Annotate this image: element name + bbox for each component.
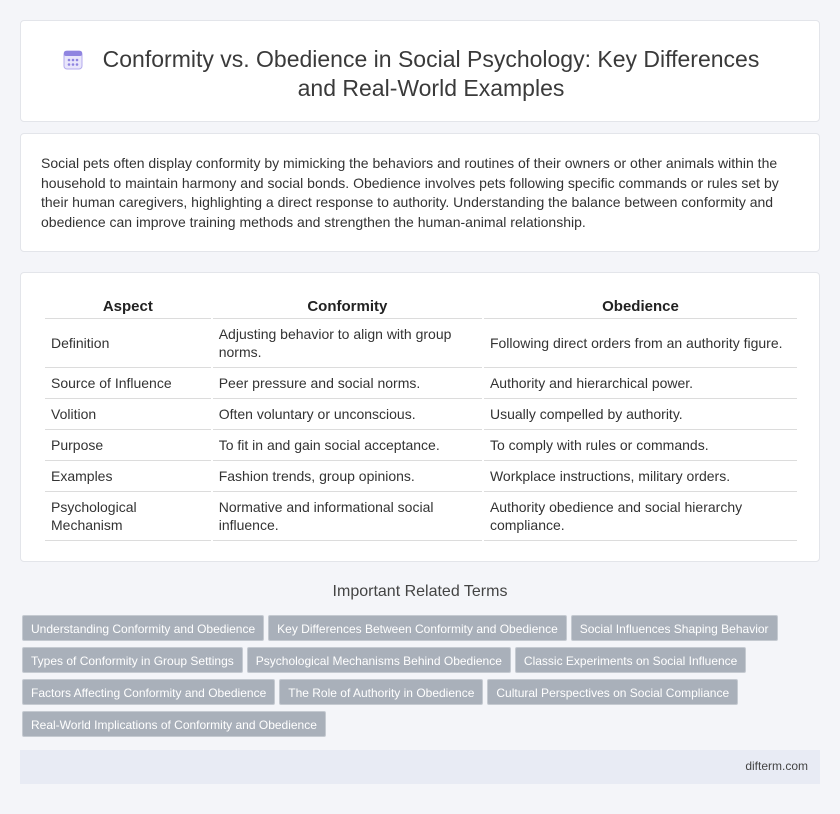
- table-row: [45, 430, 797, 461]
- table-header-row: [45, 297, 797, 319]
- related-term-tag[interactable]: Understanding Conformity and Obedience: [22, 615, 264, 641]
- related-term-tag[interactable]: Key Differences Between Conformity and Obedience: [268, 615, 567, 641]
- related-term-tag[interactable]: Cultural Perspectives on Social Compliance: [487, 679, 738, 705]
- table-row: [45, 319, 797, 368]
- table-cell: Psychological Mechanism: [45, 492, 211, 541]
- table-cell: To fit in and gain social acceptance.: [213, 430, 482, 461]
- related-term-tag[interactable]: Psychological Mechanisms Behind Obedience: [247, 647, 511, 673]
- table-cell: Authority and hierarchical power.: [484, 368, 797, 399]
- table-cell: Definition: [45, 319, 211, 368]
- page-title: Conformity vs. Obedience in Social Psychology: Key Differences and Real-World Examples: [102, 46, 760, 101]
- table-cell: Fashion trends, group opinions.: [213, 461, 482, 492]
- table-row: [45, 368, 797, 399]
- related-term-tag[interactable]: Real-World Implications of Conformity and Obedience: [22, 711, 326, 737]
- table-cell: To comply with rules or commands.: [484, 430, 797, 461]
- title-card: [20, 20, 820, 122]
- comparison-table: [43, 297, 799, 541]
- related-term-tag[interactable]: Factors Affecting Conformity and Obedience: [22, 679, 275, 705]
- table-row: [45, 492, 797, 541]
- table-cell: Usually compelled by authority.: [484, 399, 797, 430]
- comparison-table-card: [20, 272, 820, 562]
- footer-site-link[interactable]: difterm.com: [745, 759, 808, 773]
- intro-paragraph: Social pets often display conformity by mimicking the behaviors and routines of their owners or other animals within the household to maintain harmony and social bonds. Obedience involves pets following specific commands or rules set by their human caregivers, highlighting a direct response to authority. Understanding the balance between conformity and obedience can improve training methods and strengthen the human-animal relationship.: [41, 155, 779, 230]
- related-term-tag[interactable]: The Role of Authority in Obedience: [279, 679, 483, 705]
- table-cell: Peer pressure and social norms.: [213, 368, 482, 399]
- table-cell: Source of Influence: [45, 368, 211, 399]
- table-row: [45, 461, 797, 492]
- table-cell: Adjusting behavior to align with group norms.: [213, 319, 482, 368]
- related-term-tag[interactable]: Social Influences Shaping Behavior: [571, 615, 778, 641]
- table-cell: Authority obedience and social hierarchy compliance.: [484, 492, 797, 541]
- table-cell: Purpose: [45, 430, 211, 461]
- column-header-aspect: Aspect: [45, 297, 211, 319]
- table-cell: Examples: [45, 461, 211, 492]
- related-term-tag[interactable]: Classic Experiments on Social Influence: [515, 647, 746, 673]
- table-cell: Volition: [45, 399, 211, 430]
- footer: [20, 750, 820, 784]
- column-header-conformity: Conformity: [213, 297, 482, 319]
- table-cell: Workplace instructions, military orders.: [484, 461, 797, 492]
- table-cell: Following direct orders from an authority figure.: [484, 319, 797, 368]
- related-terms-list: [22, 615, 812, 743]
- related-terms-heading: Important Related Terms: [332, 583, 508, 600]
- related-term-tag[interactable]: Types of Conformity in Group Settings: [22, 647, 243, 673]
- intro-card: [20, 133, 820, 252]
- table-cell: Normative and informational social influence.: [213, 492, 482, 541]
- table-cell: Often voluntary or unconscious.: [213, 399, 482, 430]
- column-header-obedience: Obedience: [484, 297, 797, 319]
- table-row: [45, 399, 797, 430]
